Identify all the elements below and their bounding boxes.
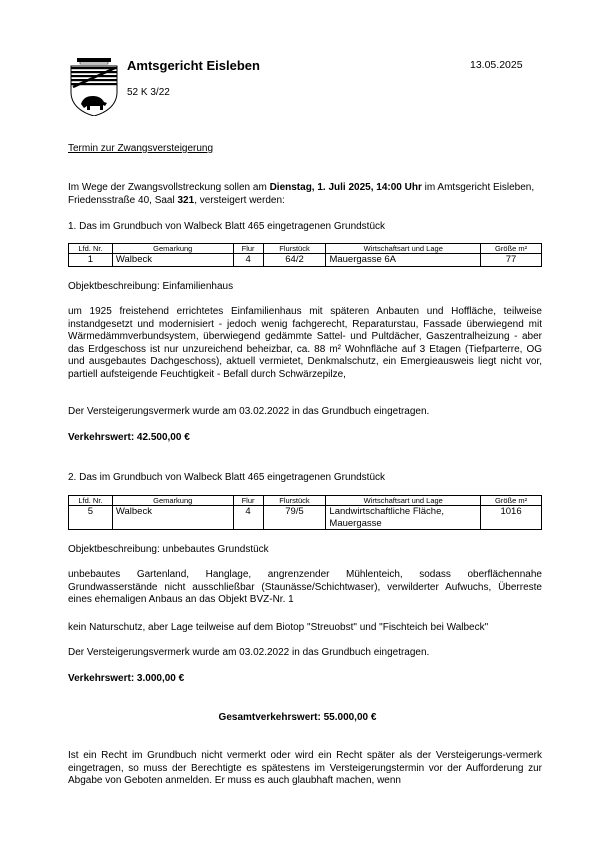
cell-flur: 4 [233,254,263,267]
intro-text-2: im Amtsgericht Eisleben, Friedensstraße 40, Saal [68,182,535,206]
total-value: Gesamtverkehrswert: 55.000,00 € [218,712,377,723]
item2-title: 2. Das im Grundbuch von Walbeck Blatt 465 eingetragenen Grundstück [68,472,386,483]
item2-register-note: Der Versteigerungsvermerk wurde am 03.02.2022 in das Grundbuch eingetragen. [68,647,430,658]
item1-register-note: Der Versteigerungsvermerk wurde am 03.02.2022 in das Grundbuch eingetragen. [68,406,430,417]
intro-text-3: , versteigert werden: [194,194,285,206]
header-flur: Flur [233,496,263,506]
cell-flurstueck: 64/2 [263,254,326,267]
cell-lfd-nr: 5 [69,506,113,530]
header-lfd-nr: Lfd. Nr. [69,244,113,254]
table-header-row [69,244,542,254]
auction-date: Dienstag, 1. Juli 2025, 14:00 Uhr [269,182,422,193]
item2-table [68,495,542,530]
header-flurstueck: Flurstück [263,496,326,506]
table-row [69,506,542,530]
document-date: 13.05.2025 [470,59,523,71]
header-wirtschaftsart: Wirtschaftsart und Lage [326,244,481,254]
header-gemarkung: Gemarkung [112,496,233,506]
cell-lfd-nr: 1 [69,254,113,267]
item1-value: Verkehrswert: 42.500,00 € [68,432,190,443]
item1-object-description: Objektbeschreibung: Einfamilienhaus [68,281,234,292]
header-groesse: Größe m² [481,244,542,254]
item1-title: 1. Das im Grundbuch von Walbeck Blatt 465 eingetragenen Grundstück [68,221,386,232]
court-name: Amtsgericht Eisleben [127,58,260,73]
case-number: 52 K 3/22 [127,87,170,98]
cell-gemarkung: Walbeck [112,254,233,267]
item2-value: Verkehrswert: 3.000,00 € [68,673,185,684]
coat-of-arms-icon [69,58,119,116]
closing-paragraph: Ist ein Recht im Grundbuch nicht vermerkt oder wird ein Recht später als der Versteigerungs-vermerk eingetragen, so muss der Berechtigte es spätestens im Versteigerungstermin vor der Aufforderung zur Abgabe von Geboten anmelden. Er muss es auch glaubhaft machen, wenn [68,750,542,786]
table-header-row [69,496,542,506]
intro-text-1: Im Wege der Zwangsvollstreckung sollen am [68,182,270,193]
header-lfd-nr: Lfd. Nr. [69,496,113,506]
cell-flur: 4 [233,506,263,530]
table-row [69,254,542,267]
room-number: 321 [177,194,195,206]
item1-details: um 1925 freistehend errichtetes Einfamilienhaus mit späteren Anbauten und Hoffläche, teilweise instandgesetzt und modernisiert - jedoch wenig fachgerecht, Reparaturstau, Fassade überwiegend mit Wärmedämmverbundsystem, überwiegend gedämmte Sattel- und Pultdächer, Gaszentralheizung - aber das Erdgeschoss ist nur unzureichend beheizbar, ca. 88 m² Wohnfläche auf 3 Etagen (Tiefparterre, OG und ausgebautes Dachgeschoss), aktuell vermietet, Denkmalschutz, ein Emergieausweis liegt nicht vor, partiell aufsteigende Feuchtigkeit - Befall durch Schwärzepilze, [68,306,542,380]
item2-nature-note: kein Naturschutz, aber Lage teilweise auf dem Biotop "Streuobst" und "Fischteich bei Walbeck" [68,622,489,633]
item1-table [68,243,542,267]
cell-groesse: 77 [481,254,542,267]
cell-groesse: 1016 [481,506,542,530]
cell-wirtschaftsart: Landwirtschaftliche Fläche, Mauergasse [326,506,481,530]
cell-gemarkung: Walbeck [112,506,233,530]
header-flur: Flur [233,244,263,254]
document-heading: Termin zur Zwangsversteigerung [68,143,214,154]
item2-details: unbebautes Gartenland, Hanglage, angrenzender Mühlenteich, sodass oberflächennahe Grundwasserstände nicht ausschließbar (Staunässe/Schichtwaser), verwilderter Aufwuchs, Überreste eines ehemaligen Anbaus an das Objekt BVZ-Nr. 1 [68,569,542,605]
intro-paragraph [68,182,542,207]
cell-wirtschaftsart: Mauergasse 6A [326,254,481,267]
header-flurstueck: Flurstück [263,244,326,254]
item2-object-description: Objektbeschreibung: unbebautes Grundstück [68,544,269,555]
cell-flurstueck: 79/5 [263,506,326,530]
header-wirtschaftsart: Wirtschaftsart und Lage [326,496,481,506]
header-groesse: Größe m² [481,496,542,506]
header-gemarkung: Gemarkung [112,244,233,254]
